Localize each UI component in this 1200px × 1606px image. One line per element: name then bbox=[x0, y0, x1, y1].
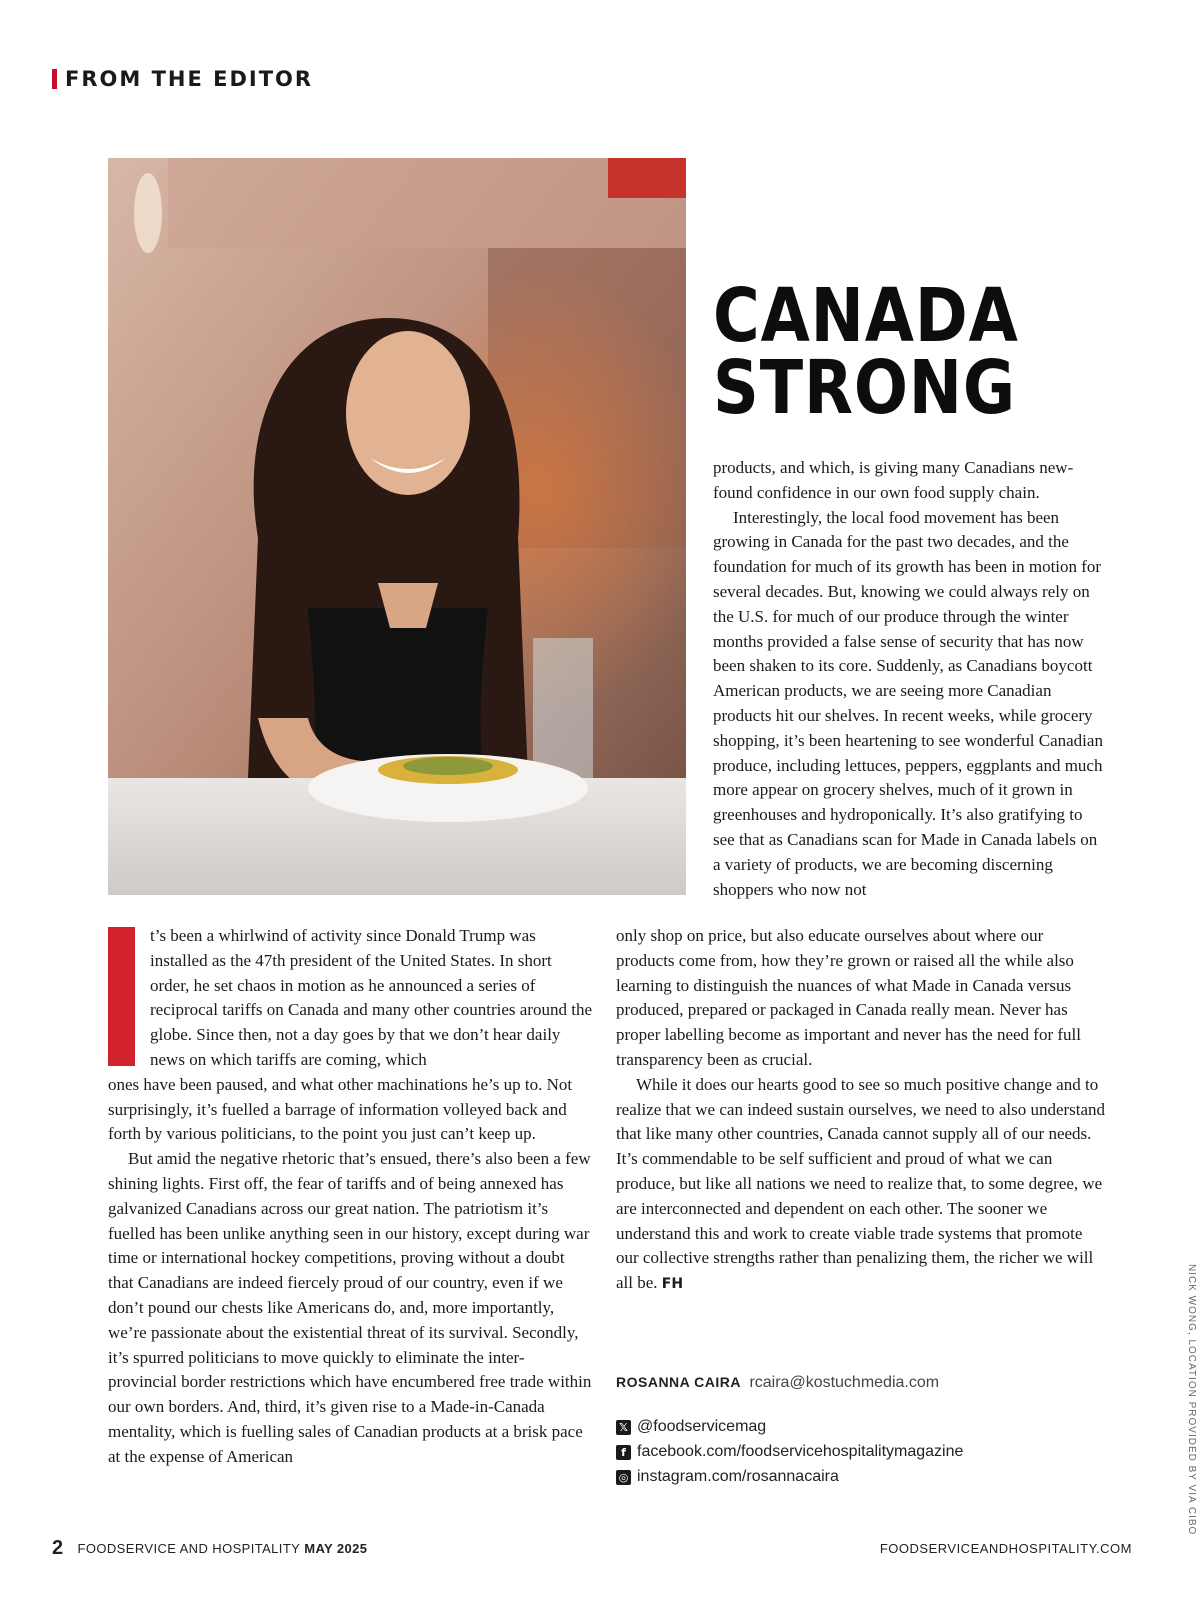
paragraph: While it does our hearts good to see so much positive change and to realize that we can indeed sustain ourselves, we need to also understand that like many other countries, Canada cannot supply all of our needs. It’s commendable to be self sufficient and proud of what we can produce, but like all nations we need to realize that, to some degree, we are interconnected and dependent on each other. The sooner we understand this and work to create viable trade systems that promote our collective strengths rather than penalizing them, the richer we will all be. FH bbox=[616, 1074, 1106, 1293]
paragraph: But amid the negative rhetoric that’s ensued, there’s also been a few shining lights. First off, the fear of tariffs and of being annexed has galvanized Canadians across our great nation. The patriotism it’s fuelled has been unlike anything seen in our history, except during war time or international hockey competitions, proving without a doubt that Canadians are indeed fiercely proud of our country, even if we don’t pound our chests like Americans do, and, more importantly, we’re passionate about the existential threat of its survival. Secondly, it’s spurred politicians to move quickly to eliminate the inter-provincial border restrictions which have encumbered free trade within our own borders. And, third, it’s given rise to a Made-in-Canada mentality, which is fuelling sales of Canadian products at a brisk pace at the expense of American bbox=[108, 1149, 592, 1466]
drop-cap-paragraph bbox=[108, 924, 592, 1073]
section-title: FROM THE EDITOR bbox=[65, 67, 314, 91]
social-link-facebook[interactable]: facebook.com/foodservicehospitalitymagazine bbox=[637, 1443, 964, 1460]
page-number: 2 bbox=[52, 1536, 64, 1559]
publication-name: FOODSERVICE AND HOSPITALITY bbox=[77, 1540, 301, 1556]
social-instagram[interactable] bbox=[616, 1468, 1036, 1486]
editor-byline bbox=[616, 1374, 939, 1392]
headline-line-2: STRONG bbox=[713, 345, 1017, 431]
issue-date: MAY 2025 bbox=[304, 1540, 368, 1556]
page-footer bbox=[52, 1536, 1132, 1560]
social-facebook[interactable] bbox=[616, 1443, 1036, 1461]
editor-photo bbox=[108, 158, 686, 895]
social-link-instagram[interactable]: instagram.com/rosannacaira bbox=[637, 1468, 839, 1485]
social-link-x[interactable]: @foodservicemag bbox=[637, 1418, 767, 1435]
facebook-icon: f bbox=[616, 1445, 631, 1460]
photo-credit: NICK WONG, LOCATION PROVIDED BY VIA CIBO bbox=[1186, 1264, 1197, 1536]
article-headline bbox=[713, 273, 1019, 431]
paragraph-continued: ones have been paused, and what other machinations he’s up to. Not surprisingly, it’s fuelled a barrage of information volleyed back and forth by various politicians, to the point you just can’t keep up. bbox=[108, 1074, 573, 1144]
editor-email-link[interactable]: rcaira@kostuchmedia.com bbox=[749, 1374, 940, 1391]
section-label bbox=[52, 66, 313, 92]
paragraph: products, and which, is giving many Canadians new-found confidence in our own food supply chain. bbox=[713, 458, 1074, 502]
article-column-right-top bbox=[713, 456, 1105, 902]
social-x[interactable] bbox=[616, 1418, 1036, 1436]
paragraph-opening: t’s been a whirlwind of activity since Donald Trump was installed as the 47th president of the United States. In short order, he set chaos in motion as he announced a series of reciprocal tariffs on Canada and many other countries around the globe. Since then, not a day goes by that we don’t hear daily news on which tariffs are coming, which bbox=[150, 926, 592, 1069]
drop-cap bbox=[108, 927, 135, 1066]
end-mark: FH bbox=[661, 1276, 684, 1293]
article-column-left bbox=[108, 924, 592, 1470]
instagram-icon: ◎ bbox=[616, 1470, 631, 1485]
article-column-right-bottom bbox=[616, 924, 1106, 1297]
x-icon: 𝕏 bbox=[616, 1420, 631, 1435]
website-link[interactable]: FOODSERVICEANDHOSPITALITY.COM bbox=[879, 1540, 1132, 1556]
paragraph: only shop on price, but also educate ourselves about where our products come from, how they’re grown or raised all the while also learning to distinguish the nuances of what Made in Canada versus produced, prepared or packaged in Canada really mean. Never has proper labelling become as important and never has the need for full transparency been as crucial. bbox=[616, 926, 1081, 1069]
headline-line-1: CANADA bbox=[713, 273, 1019, 359]
editor-name: ROSANNA CAIRA bbox=[616, 1374, 741, 1390]
section-accent-bar bbox=[52, 69, 57, 89]
paragraph: Interestingly, the local food movement has been growing in Canada for the past two decades, and the foundation for much of its growth has been in motion for several decades. But, knowing we could always rely on the U.S. for much of our produce through the winter months provided a false sense of security that has now been shaken to its core. Suddenly, as Canadians boycott American products, we are seeing more Canadian products hit our shelves. In recent weeks, while grocery shopping, it’s been heartening to see wonderful Canadian produce, including lettuces, peppers, eggplants and much more appear on grocery shelves, much of it grown in greenhouses and hydroponically. It’s also gratifying to see that as Canadians scan for Made in Canada labels on a variety of products, we are becoming discerning shoppers who now not bbox=[713, 507, 1103, 899]
